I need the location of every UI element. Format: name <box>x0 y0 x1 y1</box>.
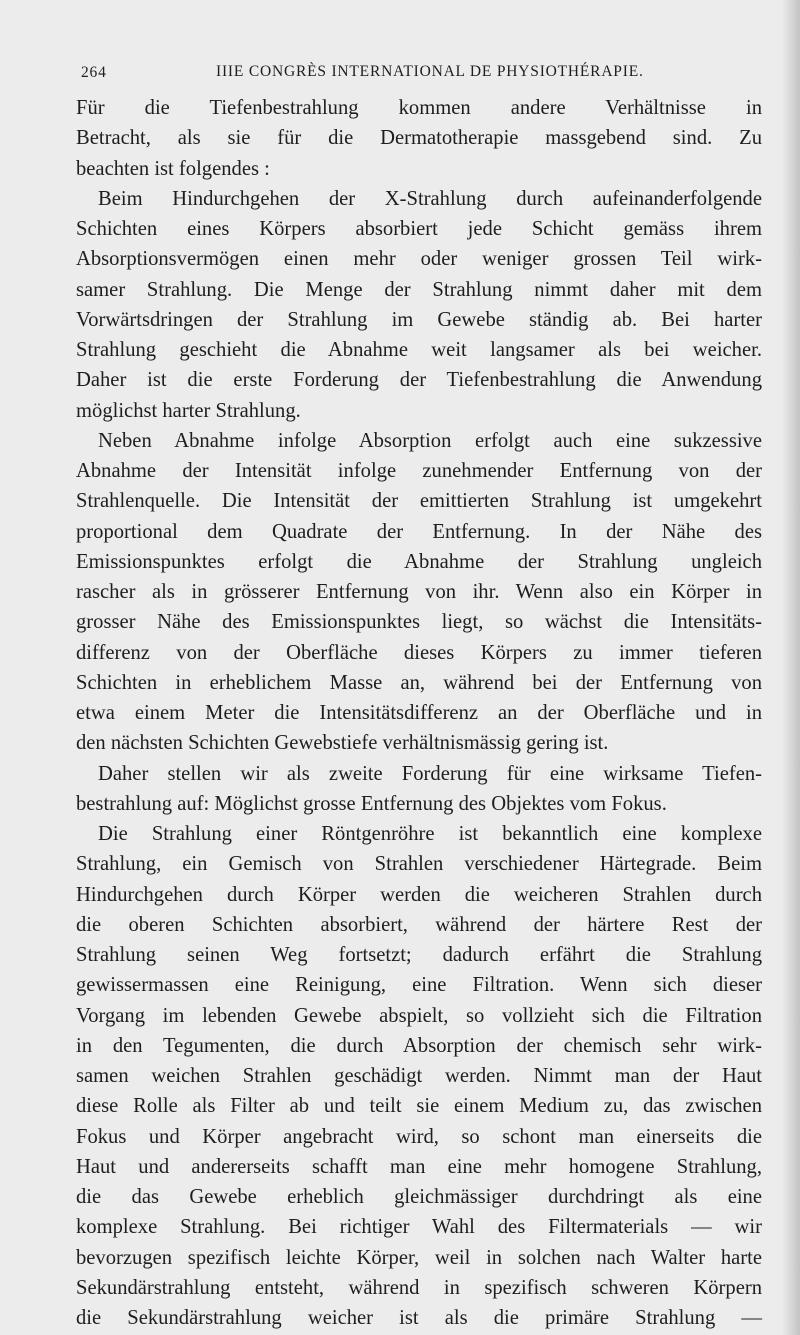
text-line: Betracht, als sie für die Dermatotherapie massgebend sind. Zu <box>76 127 762 150</box>
text-line: den nächsten Schichten Gewebstiefe verhältnismässig gering ist. <box>76 732 609 755</box>
text-line: etwa einem Meter die Intensitätsdifferenz an der Oberfläche und in <box>76 702 762 724</box>
page-number: 264 <box>81 64 107 81</box>
text-line: die oberen Schichten absorbiert, während der härtere Rest der <box>76 913 762 936</box>
text-line: proportional dem Quadrate der Entfernung. In der Nähe des <box>76 520 762 543</box>
text-line: möglichst harter Strahlung. <box>76 399 301 422</box>
text-line: Daher ist die erste Forderung der Tiefenbestrahlung die Anwendung <box>76 369 762 392</box>
text-line: Schichten in erheblichem Masse an, während bei der Entfernung von <box>76 671 762 694</box>
text-line: Absorptionsvermögen einen mehr oder weniger grossen Teil wirk- <box>76 248 762 271</box>
text-line: diese Rolle als Filter ab und teilt sie einem Medium zu, das zwischen <box>76 1095 762 1118</box>
running-title: IIIE CONGRÈS INTERNATIONAL DE PHYSIOTHÉRAPIE. <box>216 63 644 80</box>
text-line: die Sekundärstrahlung weicher ist als die primäre Strahlung — <box>76 1307 762 1329</box>
text-line: Fokus und Körper angebracht wird, so schont man einerseits die <box>76 1125 762 1148</box>
text-line: beachten ist folgendes : <box>76 157 270 180</box>
text-line: Strahlung geschieht die Abnahme weit langsamer als bei weicher. <box>76 339 762 361</box>
text-line: Daher stellen wir als zweite Forderung für eine wirksame Tiefen- <box>98 762 762 785</box>
text-line: Die Strahlung einer Röntgenröhre ist bekanntlich eine komplexe <box>98 823 762 845</box>
text-line: Hindurchgehen durch Körper werden die weicheren Strahlen durch <box>76 883 762 906</box>
text-line: Vorwärtsdringen der Strahlung im Gewebe ständig ab. Bei harter <box>76 308 762 331</box>
text-line: grosser Nähe des Emissionspunktes liegt, so wächst die Intensitäts- <box>76 611 762 634</box>
text-line: Für die Tiefenbestrahlung kommen andere Verhältnisse in <box>76 97 762 119</box>
text-line: Strahlung, ein Gemisch von Strahlen verschiedener Härtegrade. Beim <box>76 853 762 876</box>
text-line: komplexe Strahlung. Bei richtiger Wahl des Filtermaterials — wir <box>76 1216 762 1239</box>
text-line: Strahlenquelle. Die Intensität der emittierten Strahlung ist umgekehrt <box>76 490 762 513</box>
body-text <box>76 93 762 1333</box>
text-line: Schichten eines Körpers absorbiert jede Schicht gemäss ihrem <box>76 218 762 240</box>
text-line: Vorgang im lebenden Gewebe abspielt, so vollzieht sich die Filtration <box>76 1004 762 1027</box>
text-line: Strahlung seinen Weg fortsetzt; dadurch erfährt die Strahlung <box>76 944 762 966</box>
text-line: bestrahlung auf: Möglichst grosse Entfernung des Objektes vom Fokus. <box>76 792 667 815</box>
text-line: samen weichen Strahlen geschädigt werden. Nimmt man der Haut <box>76 1065 762 1087</box>
text-line: Haut und andererseits schafft man eine mehr homogene Strahlung, <box>76 1155 762 1178</box>
text-line: Emissionspunktes erfolgt die Abnahme der Strahlung ungleich <box>76 550 762 573</box>
text-line: die das Gewebe erheblich gleichmässiger durchdringt als eine <box>76 1186 762 1208</box>
text-line: samer Strahlung. Die Menge der Strahlung nimmt daher mit dem <box>76 278 762 301</box>
text-line: Neben Abnahme infolge Absorption erfolgt auch eine sukzessive <box>98 429 762 452</box>
text-line: differenz von der Oberfläche dieses Körpers zu immer tieferen <box>76 641 762 664</box>
text-line: Beim Hindurchgehen der X-Strahlung durch aufeinanderfolgende <box>98 187 762 210</box>
page-header <box>76 58 762 86</box>
text-line: in den Tegumenten, die durch Absorption der chemisch sehr wirk- <box>76 1034 762 1057</box>
text-line: Sekundärstrahlung entsteht, während in spezifisch schweren Körpern <box>76 1276 762 1299</box>
text-line: rascher als in grösserer Entfernung von ihr. Wenn also ein Körper in <box>76 581 762 603</box>
text-line: bevorzugen spezifisch leichte Körper, weil in solchen nach Walter harte <box>76 1246 762 1269</box>
text-line: gewissermassen eine Reinigung, eine Filtration. Wenn sich dieser <box>76 974 762 997</box>
text-line: Abnahme der Intensität infolge zunehmender Entfernung von der <box>76 460 762 482</box>
